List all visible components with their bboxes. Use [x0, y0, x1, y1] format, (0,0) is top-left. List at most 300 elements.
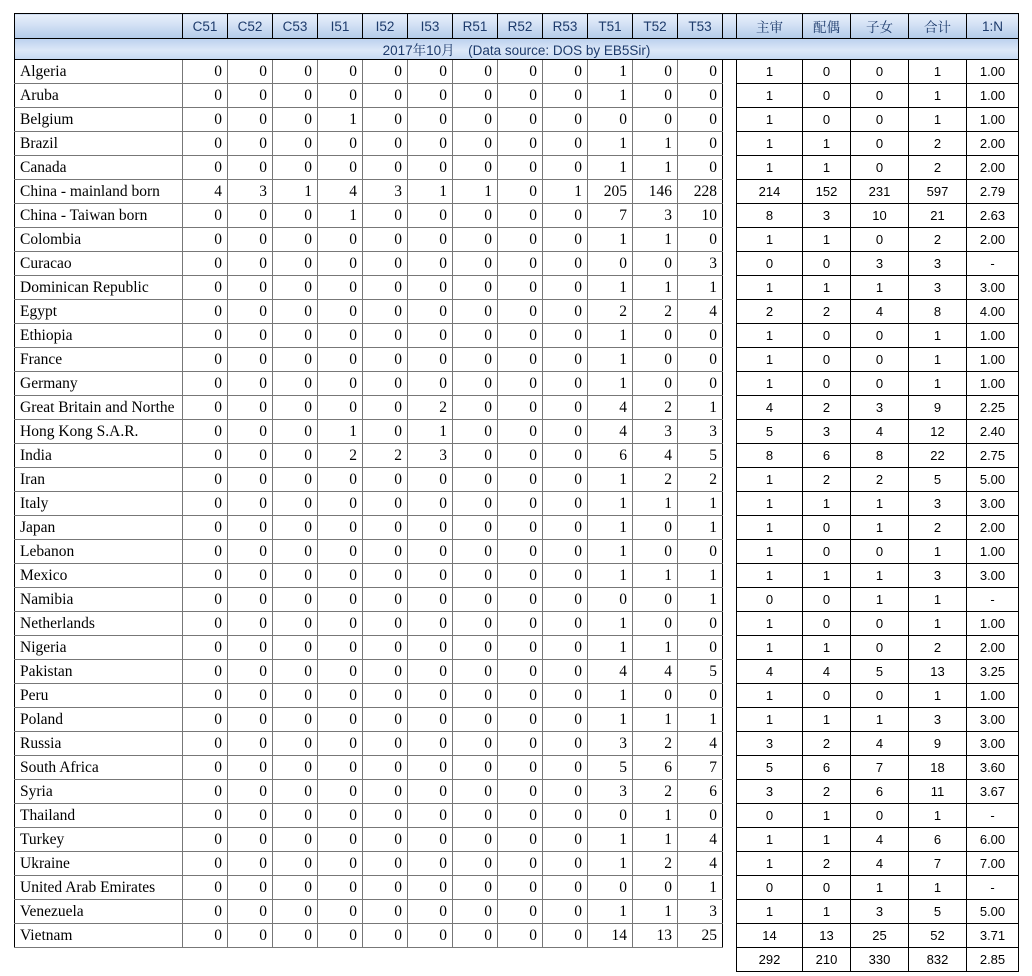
value-cell: 0: [543, 684, 588, 708]
summary-cell: 0: [851, 684, 909, 708]
gap-cell: [723, 516, 737, 540]
value-cell: 0: [453, 780, 498, 804]
value-cell: 0: [318, 660, 363, 684]
value-cell: 0: [228, 468, 273, 492]
summary-cell: 1: [737, 156, 803, 180]
value-cell: 0: [183, 852, 228, 876]
value-cell: 0: [273, 588, 318, 612]
value-cell: 4: [588, 420, 633, 444]
value-cell: 2: [408, 396, 453, 420]
value-cell: 0: [183, 660, 228, 684]
summary-cell: 3.00: [967, 492, 1019, 516]
value-cell: 0: [543, 84, 588, 108]
value-cell: 0: [408, 828, 453, 852]
summary-cell: 3: [909, 564, 967, 588]
value-cell: 0: [408, 156, 453, 180]
country-cell: Canada: [15, 156, 183, 180]
value-cell: 1: [633, 228, 678, 252]
summary-cell: 1: [909, 348, 967, 372]
value-cell: 4: [633, 444, 678, 468]
summary-cell: 0: [851, 804, 909, 828]
summary-cell: 4: [737, 396, 803, 420]
value-cell: 1: [273, 180, 318, 204]
value-cell: 0: [228, 444, 273, 468]
value-cell: 0: [318, 780, 363, 804]
value-cell: 7: [588, 204, 633, 228]
summary-cell: 2: [803, 780, 851, 804]
value-cell: 0: [678, 636, 723, 660]
table-row: [15, 852, 1019, 876]
country-cell: Namibia: [15, 588, 183, 612]
value-cell: 1: [408, 420, 453, 444]
value-cell: 1: [588, 492, 633, 516]
value-cell: 4: [588, 396, 633, 420]
value-cell: 0: [273, 396, 318, 420]
value-cell: 0: [318, 852, 363, 876]
summary-cell: 5: [737, 420, 803, 444]
value-cell: 0: [318, 564, 363, 588]
gap-cell: [723, 660, 737, 684]
value-cell: 0: [543, 540, 588, 564]
gap-cell: [723, 708, 737, 732]
value-cell: 0: [453, 132, 498, 156]
summary-cell: 3.71: [967, 924, 1019, 948]
summary-cell: 0: [851, 108, 909, 132]
value-cell: 0: [318, 900, 363, 924]
summary-header-4: 1:N: [967, 14, 1019, 39]
table-row: [15, 756, 1019, 780]
value-cell: 0: [678, 372, 723, 396]
summary-cell: 0: [851, 60, 909, 84]
summary-cell: 2.00: [967, 228, 1019, 252]
value-cell: 0: [228, 492, 273, 516]
value-cell: 0: [543, 828, 588, 852]
column-header-c53: C53: [273, 14, 318, 39]
value-cell: 0: [183, 300, 228, 324]
value-cell: 0: [498, 588, 543, 612]
table-row: [15, 180, 1019, 204]
value-cell: 0: [363, 420, 408, 444]
value-cell: 0: [363, 516, 408, 540]
value-cell: 14: [588, 924, 633, 948]
value-cell: 146: [633, 180, 678, 204]
value-cell: 0: [363, 228, 408, 252]
value-cell: 0: [678, 684, 723, 708]
value-cell: 0: [183, 60, 228, 84]
value-cell: 0: [453, 516, 498, 540]
banner-row: [15, 39, 1019, 60]
gap-cell: [723, 900, 737, 924]
value-cell: 0: [588, 588, 633, 612]
summary-header-2: 子女: [851, 14, 909, 39]
value-cell: 0: [498, 756, 543, 780]
value-cell: 0: [498, 156, 543, 180]
value-cell: 0: [453, 684, 498, 708]
summary-cell: 1: [851, 708, 909, 732]
summary-cell: 1: [803, 708, 851, 732]
value-cell: 0: [408, 84, 453, 108]
country-cell: Colombia: [15, 228, 183, 252]
value-cell: 0: [273, 732, 318, 756]
value-cell: 0: [498, 276, 543, 300]
table-row: [15, 132, 1019, 156]
value-cell: 0: [543, 924, 588, 948]
value-cell: 0: [408, 132, 453, 156]
summary-cell: 1.00: [967, 684, 1019, 708]
value-cell: 0: [453, 372, 498, 396]
value-cell: 0: [273, 156, 318, 180]
value-cell: 5: [678, 660, 723, 684]
value-cell: 0: [453, 756, 498, 780]
table-row: [15, 252, 1019, 276]
summary-cell: 0: [803, 84, 851, 108]
value-cell: 0: [318, 84, 363, 108]
value-cell: 3: [633, 420, 678, 444]
value-cell: 0: [318, 348, 363, 372]
value-cell: 0: [498, 852, 543, 876]
value-cell: 0: [543, 492, 588, 516]
value-cell: 0: [318, 156, 363, 180]
value-cell: 0: [453, 444, 498, 468]
value-cell: 0: [318, 396, 363, 420]
summary-cell: 1: [851, 516, 909, 540]
value-cell: 0: [408, 780, 453, 804]
summary-cell: 3: [909, 708, 967, 732]
value-cell: 0: [453, 876, 498, 900]
table-row: [15, 540, 1019, 564]
value-cell: 0: [408, 108, 453, 132]
value-cell: 0: [498, 180, 543, 204]
summary-cell: 0: [737, 804, 803, 828]
value-cell: 0: [408, 708, 453, 732]
value-cell: 0: [273, 252, 318, 276]
total-cell: 292: [737, 948, 803, 972]
value-cell: 0: [363, 900, 408, 924]
summary-cell: 2: [803, 852, 851, 876]
value-cell: 4: [678, 852, 723, 876]
value-cell: 0: [543, 348, 588, 372]
summary-cell: 1: [803, 804, 851, 828]
value-cell: 0: [363, 636, 408, 660]
table-row: [15, 804, 1019, 828]
summary-cell: 1.00: [967, 324, 1019, 348]
value-cell: 0: [498, 660, 543, 684]
value-cell: 0: [678, 156, 723, 180]
summary-cell: 1: [803, 636, 851, 660]
value-cell: 1: [318, 420, 363, 444]
value-cell: 0: [318, 756, 363, 780]
summary-cell: 2: [803, 300, 851, 324]
value-cell: 0: [498, 828, 543, 852]
value-cell: 0: [228, 684, 273, 708]
table-row: [15, 492, 1019, 516]
summary-cell: 2.63: [967, 204, 1019, 228]
value-cell: 0: [273, 204, 318, 228]
value-cell: 0: [543, 612, 588, 636]
country-cell: Italy: [15, 492, 183, 516]
value-cell: 0: [408, 204, 453, 228]
value-cell: 0: [273, 924, 318, 948]
value-cell: 0: [408, 372, 453, 396]
value-cell: 1: [588, 828, 633, 852]
country-cell: Vietnam: [15, 924, 183, 948]
table-row: [15, 780, 1019, 804]
value-cell: 0: [273, 60, 318, 84]
value-cell: 0: [183, 828, 228, 852]
value-cell: 1: [633, 564, 678, 588]
value-cell: 1: [633, 276, 678, 300]
value-cell: 1: [678, 708, 723, 732]
value-cell: 0: [228, 780, 273, 804]
value-cell: 13: [633, 924, 678, 948]
value-cell: 0: [363, 396, 408, 420]
value-cell: 0: [453, 324, 498, 348]
summary-cell: 2.00: [967, 636, 1019, 660]
summary-cell: 4: [851, 732, 909, 756]
value-cell: 1: [588, 468, 633, 492]
value-cell: 1: [588, 900, 633, 924]
summary-cell: 4: [851, 852, 909, 876]
summary-cell: 152: [803, 180, 851, 204]
value-cell: 0: [318, 468, 363, 492]
value-cell: 0: [183, 732, 228, 756]
value-cell: 1: [633, 828, 678, 852]
summary-cell: 1: [737, 852, 803, 876]
value-cell: 0: [543, 588, 588, 612]
value-cell: 1: [678, 492, 723, 516]
summary-cell: 1.00: [967, 348, 1019, 372]
summary-cell: 4: [851, 828, 909, 852]
value-cell: 2: [318, 444, 363, 468]
summary-cell: 1: [909, 60, 967, 84]
summary-cell: 1: [803, 492, 851, 516]
summary-cell: 0: [851, 156, 909, 180]
gap-cell: [723, 684, 737, 708]
value-cell: 0: [633, 252, 678, 276]
value-cell: 0: [183, 324, 228, 348]
value-cell: 0: [363, 60, 408, 84]
value-cell: 0: [498, 900, 543, 924]
value-cell: 0: [318, 300, 363, 324]
value-cell: 1: [678, 588, 723, 612]
summary-cell: 25: [851, 924, 909, 948]
value-cell: 0: [183, 468, 228, 492]
value-cell: 0: [273, 900, 318, 924]
summary-cell: 0: [803, 540, 851, 564]
summary-cell: 2: [909, 228, 967, 252]
value-cell: 0: [363, 660, 408, 684]
summary-cell: 1.00: [967, 540, 1019, 564]
value-cell: 0: [363, 756, 408, 780]
summary-cell: 1: [737, 84, 803, 108]
value-cell: 0: [543, 468, 588, 492]
summary-cell: 9: [909, 732, 967, 756]
value-cell: 0: [183, 420, 228, 444]
value-cell: 0: [678, 84, 723, 108]
summary-cell: 1: [909, 612, 967, 636]
summary-cell: 1: [737, 60, 803, 84]
gap-cell: [723, 180, 737, 204]
summary-cell: 14: [737, 924, 803, 948]
value-cell: 1: [588, 84, 633, 108]
summary-cell: 1: [737, 276, 803, 300]
summary-cell: 1: [737, 684, 803, 708]
value-cell: 0: [183, 276, 228, 300]
summary-cell: 52: [909, 924, 967, 948]
summary-cell: 1: [737, 228, 803, 252]
summary-cell: 1: [737, 348, 803, 372]
summary-cell: 0: [851, 84, 909, 108]
value-cell: 2: [678, 468, 723, 492]
value-cell: 0: [183, 684, 228, 708]
country-cell: Japan: [15, 516, 183, 540]
summary-cell: 1: [737, 108, 803, 132]
value-cell: 0: [228, 708, 273, 732]
value-cell: 0: [363, 156, 408, 180]
value-cell: 2: [588, 300, 633, 324]
value-cell: 1: [588, 348, 633, 372]
gap-cell: [723, 324, 737, 348]
summary-cell: 1: [851, 492, 909, 516]
value-cell: 1: [318, 108, 363, 132]
visa-table-body: [15, 14, 1019, 972]
value-cell: 0: [318, 516, 363, 540]
value-cell: 1: [633, 804, 678, 828]
value-cell: 0: [228, 876, 273, 900]
value-cell: 0: [633, 108, 678, 132]
value-cell: 0: [543, 732, 588, 756]
value-cell: 0: [363, 612, 408, 636]
summary-cell: 1: [737, 516, 803, 540]
gap-header-cell: [723, 14, 737, 39]
value-cell: 0: [273, 852, 318, 876]
value-cell: 0: [543, 516, 588, 540]
table-row: [15, 204, 1019, 228]
country-cell: Ethiopia: [15, 324, 183, 348]
value-cell: 0: [498, 684, 543, 708]
value-cell: 0: [228, 756, 273, 780]
corner-cell: [15, 14, 183, 39]
value-cell: 0: [408, 516, 453, 540]
summary-cell: 1: [851, 564, 909, 588]
value-cell: 6: [588, 444, 633, 468]
value-cell: 0: [363, 84, 408, 108]
summary-cell: 3.00: [967, 564, 1019, 588]
summary-cell: 1.00: [967, 60, 1019, 84]
value-cell: 2: [633, 300, 678, 324]
value-cell: 0: [318, 324, 363, 348]
summary-cell: 214: [737, 180, 803, 204]
table-row: [15, 324, 1019, 348]
table-row: [15, 156, 1019, 180]
value-cell: 0: [228, 660, 273, 684]
summary-cell: 0: [851, 324, 909, 348]
value-cell: 0: [183, 132, 228, 156]
summary-cell: 4.00: [967, 300, 1019, 324]
value-cell: 1: [678, 396, 723, 420]
value-cell: 0: [318, 228, 363, 252]
value-cell: 0: [543, 324, 588, 348]
value-cell: 7: [678, 756, 723, 780]
value-cell: 0: [588, 252, 633, 276]
value-cell: 0: [498, 372, 543, 396]
table-row: [15, 396, 1019, 420]
value-cell: 0: [453, 660, 498, 684]
value-cell: 3: [678, 252, 723, 276]
gap-cell: [723, 564, 737, 588]
value-cell: 0: [543, 708, 588, 732]
value-cell: 5: [678, 444, 723, 468]
value-cell: 0: [633, 876, 678, 900]
summary-cell: 6.00: [967, 828, 1019, 852]
value-cell: 0: [273, 540, 318, 564]
summary-cell: 22: [909, 444, 967, 468]
summary-cell: 0: [803, 252, 851, 276]
value-cell: 0: [183, 396, 228, 420]
summary-cell: 1: [803, 828, 851, 852]
value-cell: 1: [588, 852, 633, 876]
value-cell: 0: [183, 444, 228, 468]
summary-cell: 1: [803, 900, 851, 924]
value-cell: 0: [228, 276, 273, 300]
summary-cell: 1.00: [967, 612, 1019, 636]
table-row: [15, 828, 1019, 852]
summary-cell: 1: [737, 828, 803, 852]
value-cell: 25: [678, 924, 723, 948]
table-row: [15, 588, 1019, 612]
value-cell: 0: [228, 396, 273, 420]
value-cell: 0: [273, 444, 318, 468]
gap-cell: [723, 108, 737, 132]
value-cell: 1: [588, 708, 633, 732]
value-cell: 0: [543, 780, 588, 804]
value-cell: 0: [273, 108, 318, 132]
column-header-t52: T52: [633, 14, 678, 39]
summary-cell: 13: [803, 924, 851, 948]
summary-cell: 1: [909, 588, 967, 612]
value-cell: 0: [498, 300, 543, 324]
summary-cell: 1: [737, 708, 803, 732]
value-cell: 0: [363, 708, 408, 732]
value-cell: 0: [453, 396, 498, 420]
summary-cell: 9: [909, 396, 967, 420]
value-cell: 0: [543, 132, 588, 156]
value-cell: 0: [453, 540, 498, 564]
summary-cell: 0: [803, 348, 851, 372]
value-cell: 0: [228, 60, 273, 84]
value-cell: 0: [408, 60, 453, 84]
summary-cell: 2: [803, 732, 851, 756]
value-cell: 1: [588, 324, 633, 348]
value-cell: 4: [678, 828, 723, 852]
country-cell: Peru: [15, 684, 183, 708]
value-cell: 0: [453, 108, 498, 132]
summary-cell: 0: [803, 60, 851, 84]
value-cell: 1: [633, 708, 678, 732]
value-cell: 1: [588, 372, 633, 396]
gap-cell: [723, 252, 737, 276]
country-cell: Netherlands: [15, 612, 183, 636]
value-cell: 0: [543, 228, 588, 252]
table-row: [15, 612, 1019, 636]
table-row: [15, 108, 1019, 132]
table-row: [15, 876, 1019, 900]
gap-cell: [723, 84, 737, 108]
value-cell: 0: [363, 132, 408, 156]
value-cell: 0: [363, 924, 408, 948]
value-cell: 0: [183, 612, 228, 636]
value-cell: 1: [588, 276, 633, 300]
